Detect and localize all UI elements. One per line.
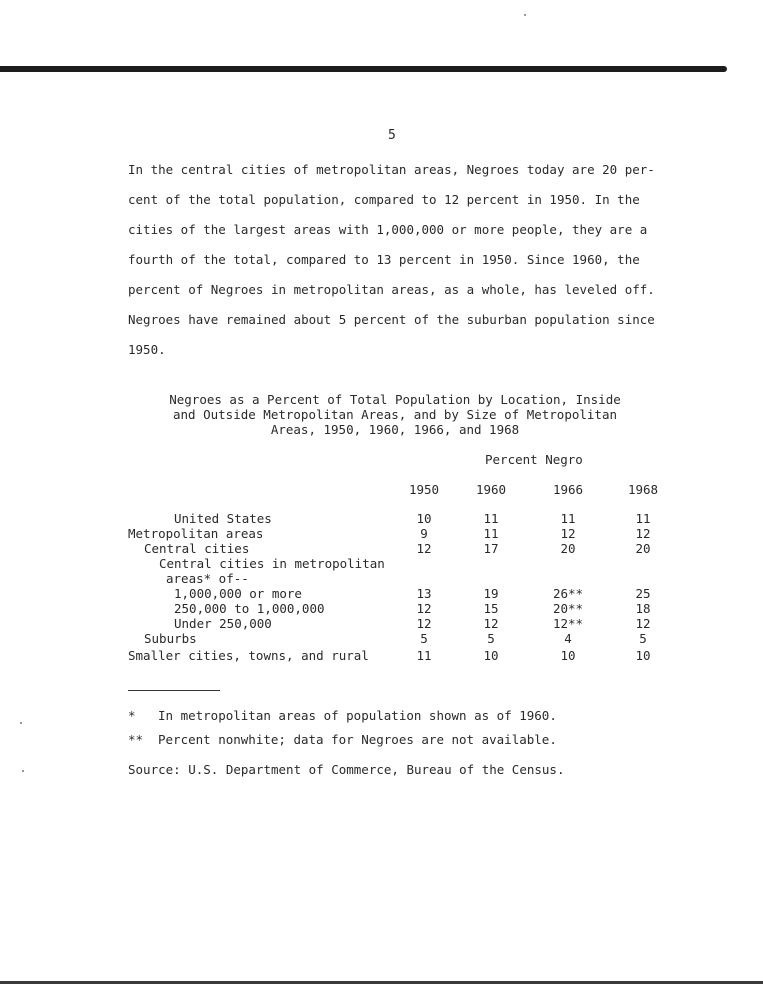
table-title-line: and Outside Metropolitan Areas, and by Size of Metropolitan: [172, 407, 617, 422]
cell-1968: 12: [635, 616, 651, 631]
table-title: [160, 392, 630, 437]
column-header-1960: 1960: [475, 482, 507, 497]
cell-1968: 12: [635, 526, 651, 541]
cell-1960: 19: [483, 586, 499, 601]
table-row: [0, 616, 763, 631]
cell-1968: 5: [639, 631, 647, 646]
page-number: 5: [388, 128, 396, 143]
table-row: [0, 511, 763, 526]
cell-1950: 12: [416, 541, 432, 556]
scan-speck: [524, 14, 526, 16]
cell-1966: 26**: [552, 586, 584, 601]
column-header-1950: 1950: [408, 482, 440, 497]
table-row: [0, 631, 763, 646]
table-row: [0, 586, 763, 601]
cell-1966: 20**: [552, 601, 584, 616]
footnote: [128, 732, 557, 747]
footnote-rule: [128, 690, 220, 691]
cell-1950: 9: [420, 526, 428, 541]
row-label: Smaller cities, towns, and rural: [128, 648, 369, 663]
cell-1968: 10: [635, 648, 651, 663]
cell-1968: 18: [635, 601, 651, 616]
source-note: Source: U.S. Department of Commerce, Bureau of the Census.: [128, 762, 565, 777]
column-header-1968: 1968: [627, 482, 659, 497]
row-label: Metropolitan areas: [128, 526, 264, 541]
paragraph-line: cent of the total population, compared to 12 percent in 1950. In the: [128, 192, 640, 207]
paragraph-line: Negroes have remained about 5 percent of the suburban population since: [128, 312, 655, 327]
paragraph-line: In the central cities of metropolitan areas, Negroes today are 20 per-: [128, 162, 655, 177]
row-label: 1,000,000 or more: [174, 586, 302, 601]
table-title-line: Areas, 1950, 1960, 1966, and 1968: [270, 422, 520, 437]
scan-speck: [22, 770, 24, 772]
cell-1968: 20: [635, 541, 651, 556]
top-scan-edge: [0, 66, 727, 72]
row-label: United States: [174, 511, 272, 526]
footnote: [128, 708, 557, 723]
cell-1960: 5: [487, 631, 495, 646]
footnote-text: In metropolitan areas of population shown as of 1960.: [158, 708, 557, 723]
row-label: Central cities in metropolitan: [159, 556, 385, 571]
cell-1950: 11: [416, 648, 432, 663]
cell-1966: 10: [560, 648, 576, 663]
body-paragraph: [128, 155, 668, 365]
cell-1960: 11: [483, 511, 499, 526]
cell-1960: 10: [483, 648, 499, 663]
row-label: areas* of--: [166, 571, 249, 586]
table-row: [0, 648, 763, 663]
row-label: Suburbs: [144, 631, 197, 646]
cell-1960: 12: [483, 616, 499, 631]
row-label: 250,000 to 1,000,000: [174, 601, 325, 616]
cell-1950: 12: [416, 616, 432, 631]
cell-1966: 4: [564, 631, 572, 646]
table-row: [0, 541, 763, 556]
footnote-mark: **: [128, 732, 144, 747]
bottom-scan-edge: [0, 981, 763, 984]
footnote-mark: *: [128, 708, 136, 723]
paragraph-line: cities of the largest areas with 1,000,000 or more people, they are a: [128, 222, 648, 237]
footnote-text: Percent nonwhite; data for Negroes are not available.: [158, 732, 557, 747]
table-row: [0, 556, 763, 571]
cell-1966: 12: [560, 526, 576, 541]
cell-1950: 13: [416, 586, 432, 601]
cell-1968: 25: [635, 586, 651, 601]
table-row: [0, 526, 763, 541]
cell-1966: 11: [560, 511, 576, 526]
table-title-line: Negroes as a Percent of Total Population by Location, Inside: [169, 392, 621, 407]
cell-1966: 12**: [552, 616, 584, 631]
cell-1960: 17: [483, 541, 499, 556]
column-header-1966: 1966: [552, 482, 584, 497]
cell-1960: 15: [483, 601, 499, 616]
cell-1950: 5: [420, 631, 428, 646]
cell-1966: 20: [560, 541, 576, 556]
table-row: [0, 601, 763, 616]
cell-1950: 12: [416, 601, 432, 616]
row-label: Under 250,000: [174, 616, 272, 631]
cell-1950: 10: [416, 511, 432, 526]
column-group-header: Percent Negro: [485, 452, 583, 467]
cell-1960: 11: [483, 526, 499, 541]
scan-speck: [20, 722, 22, 724]
table-row: [0, 571, 763, 586]
paragraph-line: fourth of the total, compared to 13 percent in 1950. Since 1960, the: [128, 252, 640, 267]
cell-1968: 11: [635, 511, 651, 526]
paragraph-line: percent of Negroes in metropolitan areas, as a whole, has leveled off.: [128, 282, 655, 297]
row-label: Central cities: [144, 541, 250, 556]
paragraph-line: 1950.: [128, 342, 166, 357]
